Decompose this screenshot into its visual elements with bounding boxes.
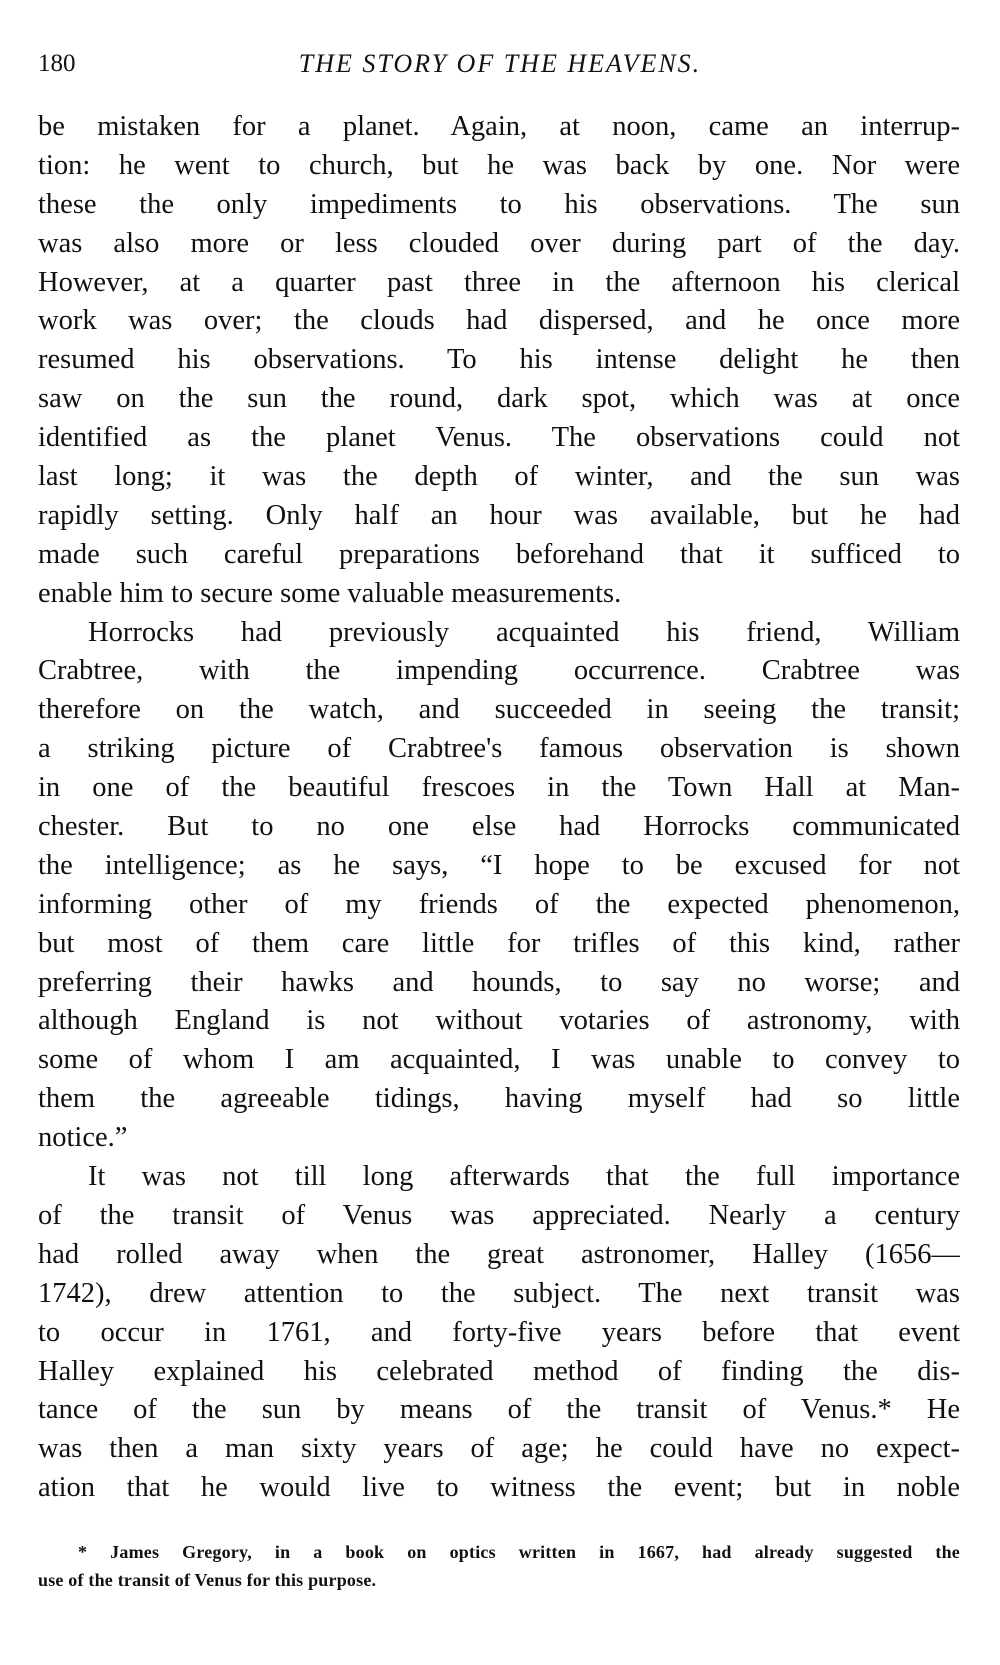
text-line: notice.” [38, 1122, 128, 1154]
running-title: THE STORY OF THE HEAVENS. [298, 49, 702, 78]
text-line: informing other of my friends of the expected phenomenon, [38, 888, 960, 920]
text-line: Horrocks had previously acquainted his friend, William [88, 616, 960, 648]
footnote-line: * James Gregory, in a book on optics written in 1667, had already suggested the [78, 1542, 960, 1562]
text-line: be mistaken for a planet. Again, at noon, came an interrup- [38, 111, 960, 142]
text-line: these the only impediments to his observations. The sun [38, 188, 960, 220]
text-line: made such careful preparations beforehand that it sufficed to [38, 538, 960, 570]
text-line: ation that he would live to witness the event; but in noble [38, 1472, 960, 1504]
text-line: them the agreeable tidings, having myself had so little [38, 1083, 960, 1115]
text-line: some of whom I am acquainted, I was unable to convey to [38, 1044, 960, 1076]
text-line: tance of the sun by means of the transit of Venus.* He [38, 1394, 960, 1426]
footnote [38, 1538, 960, 1594]
text-line: although England is not without votaries of astronomy, with [38, 1005, 960, 1037]
text-line: in one of the beautiful frescoes in the Town Hall at Man- [38, 772, 960, 804]
text-line: but most of them care little for trifles of this kind, rather [38, 927, 960, 959]
paragraph-2 [38, 614, 960, 1158]
text-line: identified as the planet Venus. The observations could not [38, 422, 960, 454]
text-line: was then a man sixty years of age; he could have no expect- [38, 1433, 960, 1465]
text-line: of the transit of Venus was appreciated. Nearly a century [38, 1199, 960, 1231]
text-line: resumed his observations. To his intense delight he then [38, 344, 960, 376]
text-line: a striking picture of Crabtree's famous observation is shown [38, 733, 960, 765]
paragraph-3 [38, 1158, 960, 1508]
text-line: rapidly setting. Only half an hour was available, but he had [38, 499, 960, 531]
text-line: work was over; the clouds had dispersed, and he once more [38, 305, 960, 337]
text-line: chester. But to no one else had Horrocks communicated [38, 811, 960, 843]
text-line: preferring their hawks and hounds, to say no worse; and [38, 966, 960, 998]
running-head [38, 44, 962, 84]
text-line: However, at a quarter past three in the afternoon his clerical [38, 266, 960, 298]
footnote-line: use of the transit of Venus for this purpose. [38, 1570, 377, 1590]
text-line: It was not till long afterwards that the full importance [88, 1161, 960, 1193]
text-line: Halley explained his celebrated method of finding the dis- [38, 1355, 960, 1387]
text-line: last long; it was the depth of winter, and the sun was [38, 461, 960, 493]
text-line: was also more or less clouded over during part of the day. [38, 227, 960, 259]
paragraph-1 [38, 108, 960, 614]
text-line: Crabtree, with the impending occurrence. Crabtree was [38, 655, 960, 687]
text-line: saw on the sun the round, dark spot, which was at once [38, 383, 960, 415]
text-line: the intelligence; as he says, “I hope to be excused for not [38, 849, 960, 881]
body-text [38, 108, 960, 1508]
text-line: to occur in 1761, and forty-five years before that event [38, 1316, 960, 1348]
text-line: had rolled away when the great astronomer, Halley (1656— [38, 1238, 960, 1270]
page-number: 180 [38, 50, 76, 77]
text-line: tion: he went to church, but he was back by one. Nor were [38, 149, 960, 181]
text-line: therefore on the watch, and succeeded in seeing the transit; [38, 694, 960, 726]
text-line: enable him to secure some valuable measurements. [38, 577, 622, 609]
text-line: 1742), drew attention to the subject. The next transit was [38, 1277, 960, 1309]
